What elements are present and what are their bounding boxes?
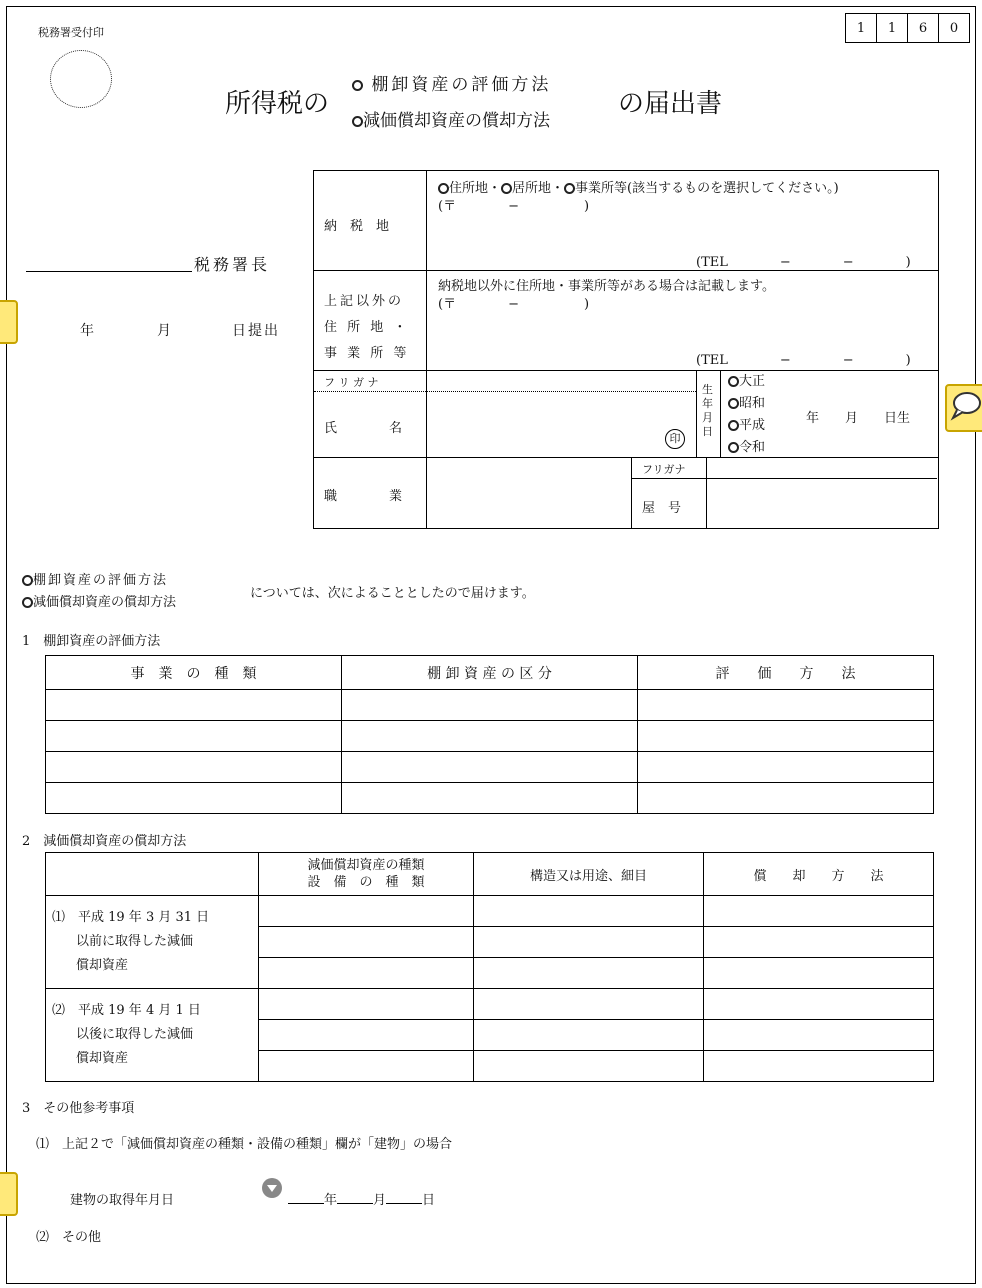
stamp-circle (50, 50, 112, 108)
seal-mark: 印 (665, 429, 685, 449)
title-prefix: 所得税の (225, 89, 330, 119)
birth-label: 生年月日 (702, 383, 713, 438)
acquisition-date-fields[interactable]: 年 月 日 (288, 1189, 435, 1208)
title-option-1-label: 棚卸資産の評価方法 (371, 75, 552, 95)
table-row (46, 721, 934, 752)
nozei-label: 納 税 地 (324, 219, 390, 234)
table-row (46, 690, 934, 721)
col-header: 事 業 の 種 類 (46, 656, 342, 690)
table-row (46, 783, 934, 814)
row-label: ⑵ 平成 19 年 4 月 1 日 以後に取得した減価 償却資産 (46, 989, 259, 1082)
table-row (46, 752, 934, 783)
radio-icon[interactable] (352, 116, 363, 127)
form-number-digit: 6 (908, 14, 939, 43)
tel-field-2[interactable]: (TEL − − ) (696, 353, 911, 368)
birth-date-fields[interactable]: 年 月 日生 (806, 411, 911, 426)
comment-icon[interactable] (945, 384, 982, 432)
postal-code-2[interactable]: (〒 − ) (438, 297, 590, 312)
section-3-item-2: ⑵ その他 (36, 1230, 102, 1245)
intro-text: については、次によることとしたので届けます。 (250, 586, 535, 601)
section-1-title: 1 棚卸資産の評価方法 (22, 634, 161, 649)
col-header: 減価償却資産の種類 設 備 の 種 類 (259, 853, 474, 896)
stamp-label: 税務署受付印 (38, 26, 104, 39)
radio-icon[interactable] (728, 420, 739, 431)
form-number-digit: 1 (846, 14, 877, 43)
radio-icon[interactable] (728, 398, 739, 409)
col-header: 構造又は用途、細目 (474, 853, 704, 896)
submit-month: 月 (157, 323, 171, 339)
tax-office-suffix: 税務署長 (194, 255, 271, 274)
postal-code[interactable]: (〒 − ) (438, 199, 590, 214)
tel-field[interactable]: (TEL − − ) (696, 255, 911, 270)
col-header: 棚 卸 資 産 の 区 分 (342, 656, 638, 690)
section-3-item-1: ⑴ 上記２で「減価償却資産の種類・設備の種類」欄が「建物」の場合 (36, 1137, 453, 1152)
other-address-note: 納税地以外に住所地・事業所等がある場合は記載します。 (438, 279, 775, 294)
taxpayer-table (313, 170, 939, 529)
intro-options[interactable]: 棚卸資産の評価方法 減価償却資産の償却方法 (22, 570, 176, 614)
radio-icon[interactable] (501, 183, 512, 194)
job-label: 職 業 (324, 489, 403, 504)
submit-year: 年 (80, 323, 94, 339)
radio-icon[interactable] (438, 183, 449, 194)
radio-icon[interactable] (22, 575, 33, 586)
comment-icon[interactable] (0, 300, 18, 344)
radio-icon[interactable] (352, 80, 363, 91)
furigana-label-2: フリガナ (642, 463, 686, 476)
shop-name-label: 屋 号 (642, 501, 682, 516)
title-option-2-label: 減価償却資産の償却方法 (363, 111, 550, 131)
row-label: ⑴ 平成 19 年 3 月 31 日 以前に取得した減価 償却資産 (46, 896, 259, 989)
address-options[interactable]: 住所地・ 居所地・ 事業所等(該当するものを選択してください。) (438, 177, 839, 196)
name-label: 氏 名 (324, 421, 403, 436)
radio-icon[interactable] (564, 183, 575, 194)
furigana-label: フ リ ガ ナ (324, 376, 379, 389)
inventory-table (45, 655, 934, 814)
depreciation-table (45, 852, 934, 1082)
table-row (46, 896, 934, 927)
form-number-digit: 1 (877, 14, 908, 43)
submit-day: 日提出 (232, 323, 280, 339)
col-header: 評 価 方 法 (638, 656, 934, 690)
table-row (46, 989, 934, 1020)
radio-icon[interactable] (728, 376, 739, 387)
section-2-title: 2 減価償却資産の償却方法 (22, 834, 187, 849)
form-number-digit: 0 (939, 14, 970, 43)
title-option-1[interactable] (352, 70, 551, 95)
acquisition-date-label: 建物の取得年月日 (70, 1193, 175, 1208)
col-header: 償 却 方 法 (704, 853, 934, 896)
other-address-label: 上記以外の 住 所 地 ・ 事 業 所 等 (324, 294, 410, 361)
era-options[interactable]: 大正 昭和 平成 令和 (728, 371, 765, 459)
tax-office-line[interactable] (26, 270, 192, 272)
chevron-down-icon[interactable] (262, 1178, 282, 1198)
title-suffix: の届出書 (618, 89, 723, 119)
radio-icon[interactable] (728, 442, 739, 453)
form-number (845, 13, 970, 43)
comment-icon[interactable] (0, 1172, 18, 1216)
radio-icon[interactable] (22, 597, 33, 608)
section-3-title: 3 その他参考事項 (22, 1101, 135, 1116)
title-option-2[interactable] (352, 106, 550, 131)
